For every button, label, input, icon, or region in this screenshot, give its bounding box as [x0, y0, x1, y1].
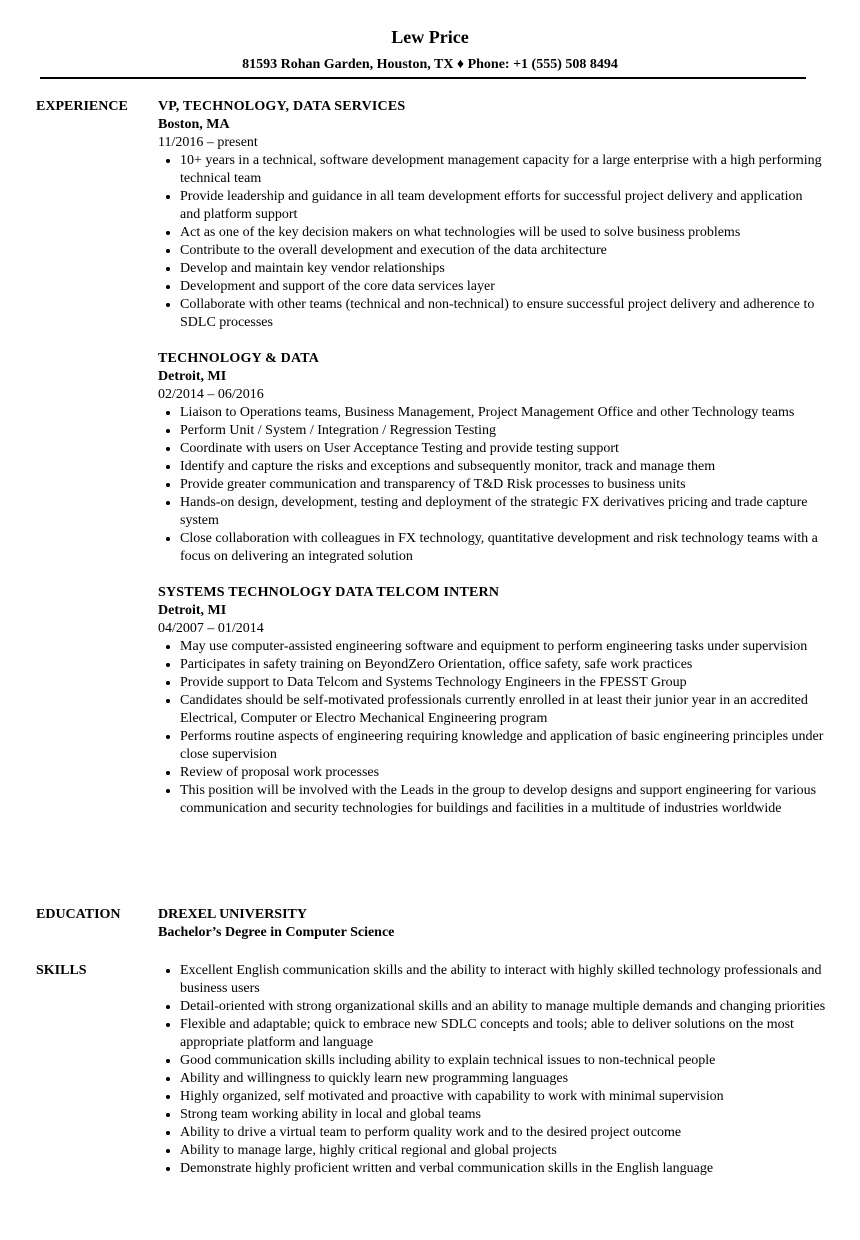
bullet-item: • Identify and capture the risks and exceptions and subsequently monitor, track and manage them: [180, 458, 826, 476]
bullet-item: • Hands-on design, development, testing and deployment of the strategic FX derivatives pricing and trade capture system: [180, 494, 826, 530]
skills-list: [158, 962, 826, 1178]
skill-item: • Excellent English communication skills and the ability to interact with highly skilled technology professionals and business users: [180, 962, 826, 998]
job-entry: [158, 98, 826, 332]
skills-section: [36, 962, 826, 1178]
skill-item: • Demonstrate highly proficient written and verbal communication skills in the English language: [180, 1160, 826, 1178]
skill-item: • Detail-oriented with strong organizational skills and an ability to manage multiple demands and changing priorities: [180, 998, 826, 1016]
bullet-item: • Close collaboration with colleagues in FX technology, quantitative development and risk technology teams with a focus on delivering an integrated solution: [180, 530, 826, 566]
bullet-item: • Develop and maintain key vendor relationships: [180, 260, 826, 278]
contact-info: 81593 Rohan Garden, Houston, TX ♦ Phone: +1 (555) 508 8494: [242, 57, 618, 72]
experience-label: EXPERIENCE: [36, 99, 128, 114]
bullet-item: • Perform Unit / System / Integration / Regression Testing: [180, 422, 826, 440]
bullet-item: • This position will be involved with the Leads in the group to develop designs and support engineering for various communication and security technologies for buildings and facilities in a multitude of industries worldwide: [180, 782, 826, 818]
bullet-item: • Act as one of the key decision makers on what technologies will be used to solve business problems: [180, 224, 826, 242]
job-title: VP, TECHNOLOGY, DATA SERVICES: [158, 99, 406, 114]
degree: Bachelor’s Degree in Computer Science: [158, 925, 395, 940]
bullet-item: • Performs routine aspects of engineering requiring knowledge and application of basic engineering principles under close supervision: [180, 728, 826, 764]
bullet-item: • Participates in safety training on BeyondZero Orientation, office safety, safe work practices: [180, 656, 826, 674]
bullet-item: • May use computer-assisted engineering software and equipment to perform engineering tasks under supervision: [180, 638, 826, 656]
job-title: SYSTEMS TECHNOLOGY DATA TELCOM INTERN: [158, 585, 500, 600]
bullet-item: • 10+ years in a technical, software development management capacity for a large enterprise with a high performing technical team: [180, 152, 826, 188]
school-name: DREXEL UNIVERSITY: [158, 907, 307, 922]
job-dates: 04/2007 – 01/2014: [158, 621, 264, 636]
skill-item: • Good communication skills including ability to explain technical issues to non-technical people: [180, 1052, 826, 1070]
skill-item: • Ability and willingness to quickly learn new programming languages: [180, 1070, 826, 1088]
skill-item: • Highly organized, self motivated and proactive with capability to work with minimal supervision: [180, 1088, 826, 1106]
education-label: EDUCATION: [36, 907, 121, 922]
candidate-name: Lew Price: [391, 27, 469, 47]
resume-header: [0, 0, 860, 74]
skill-item: • Strong team working ability in local and global teams: [180, 1106, 826, 1124]
bullet-item: • Contribute to the overall development and execution of the data architecture: [180, 242, 826, 260]
bullet-item: • Provide support to Data Telcom and Systems Technology Engineers in the FPESST Group: [180, 674, 826, 692]
job-dates: 11/2016 – present: [158, 135, 258, 150]
bullet-item: • Collaborate with other teams (technical and non-technical) to ensure successful project delivery and adherence to SDLC processes: [180, 296, 826, 332]
job-title: TECHNOLOGY & DATA: [158, 351, 320, 366]
job-location: Boston, MA: [158, 117, 230, 132]
skill-item: • Ability to manage large, highly critical regional and global projects: [180, 1142, 826, 1160]
skills-label: SKILLS: [36, 963, 87, 978]
skill-item: • Ability to drive a virtual team to perform quality work and to the desired project outcome: [180, 1124, 826, 1142]
bullet-item: • Review of proposal work processes: [180, 764, 826, 782]
job-location: Detroit, MI: [158, 369, 227, 384]
bullet-item: • Provide greater communication and transparency of T&D Risk processes to business units: [180, 476, 826, 494]
education-section: [36, 906, 826, 942]
job-bullets: [158, 152, 826, 332]
bullet-item: • Coordinate with users on User Acceptance Testing and provide testing support: [180, 440, 826, 458]
job-entry: [158, 584, 826, 818]
job-bullets: [158, 404, 826, 566]
header-divider: [40, 77, 806, 79]
skill-item: • Flexible and adaptable; quick to embrace new SDLC concepts and tools; able to deliver solutions on the most appropriate platform and language: [180, 1016, 826, 1052]
bullet-item: • Candidates should be self-motivated professionals currently enrolled in at least their junior year in an accredited Electrical, Computer or Electro Mechanical Engineering program: [180, 692, 826, 728]
bullet-item: • Provide leadership and guidance in all team development efforts for successful project delivery and application and platform support: [180, 188, 826, 224]
job-entry: [158, 350, 826, 566]
job-dates: 02/2014 – 06/2016: [158, 387, 264, 402]
experience-section: [36, 98, 826, 836]
job-location: Detroit, MI: [158, 603, 227, 618]
bullet-item: • Development and support of the core data services layer: [180, 278, 826, 296]
job-bullets: [158, 638, 826, 818]
bullet-item: • Liaison to Operations teams, Business Management, Project Management Office and other Technology teams: [180, 404, 826, 422]
